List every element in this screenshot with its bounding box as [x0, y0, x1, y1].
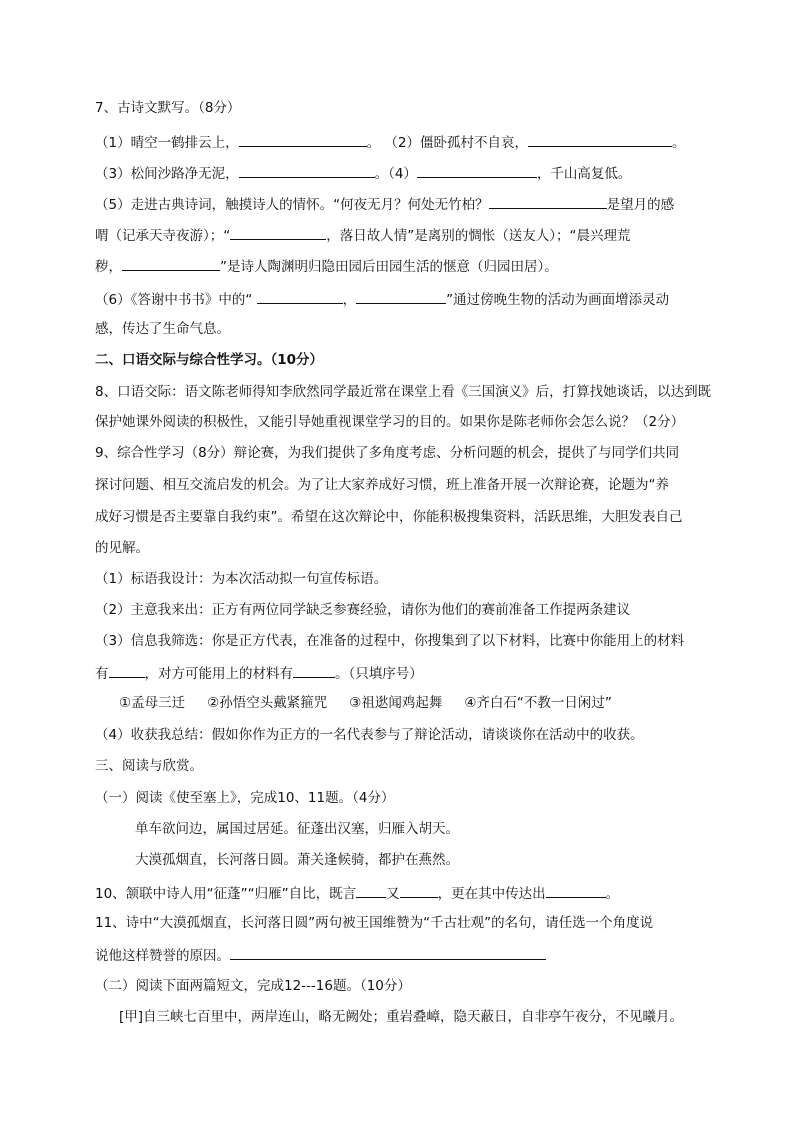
q9-sub-4: （4）收获我总结：假如你作为正方的一名代表参与了辩论活动，请谈谈你在活动中的收获。 — [95, 727, 644, 743]
answer-blank[interactable] — [109, 663, 145, 678]
passage-2-jia: [甲]自三峡七百里中，两岸连山，略无阙处；重岩叠嶂，隐天蔽日，自非亭午夜分，不见曦月。 — [119, 1009, 684, 1025]
passage-1-title: （一）阅读《使至塞上》，完成10、11题。（4分） — [95, 790, 395, 806]
answer-blank[interactable] — [417, 163, 537, 178]
q9-sub-2: （2）主意我来出：正方有两位同学缺乏参赛经验，请你为他们的赛前准备工作提两条建议 — [95, 602, 631, 618]
answer-blank[interactable] — [356, 883, 386, 898]
q7-line-1: （1）晴空一鹤排云上， 。 （2）僵卧孤村不自哀， 。 — [95, 132, 685, 152]
section-2-title: 二、口语交际与综合性学习。（10分） — [95, 352, 324, 368]
option-item: ④齐白石“不教一日闲过” — [464, 695, 612, 711]
answer-blank[interactable] — [400, 883, 438, 898]
q10-line: 10、颔联中诗人用“征蓬”“归雁”自比，既言 又 ，更在其中传达出 。 — [95, 883, 619, 903]
option-item: ①孟母三迁 — [119, 695, 186, 711]
answer-blank[interactable] — [356, 289, 446, 304]
answer-blank[interactable] — [528, 132, 672, 147]
q11-line-2: 说他这样赞誉的原因。 — [95, 945, 546, 965]
q8-line-1: 8、口语交际：语文陈老师得知李欣然同学最近常在课堂上看《三国演义》后，打算找她谈话，以达到既 — [95, 384, 712, 400]
q9-line-1: 9、综合性学习（8分）辩论赛，为我们提供了多角度考虑、分析问题的机会，提供了与同学们共同 — [95, 445, 680, 461]
q7-line-3: （5）走进古典诗词，触摸诗人的情怀。“何夜无月？何处无竹柏？ 是望月的感 — [95, 194, 674, 214]
answer-blank[interactable] — [239, 132, 367, 147]
passage-2-title: （二）阅读下面两篇短文，完成12---16题。（10分） — [95, 978, 411, 994]
q9-line-2: 探讨问题、相互交流启发的机会。为了让大家养成好习惯，班上准备开展一次辩论赛，论题为“养 — [95, 477, 669, 493]
q11-line-1: 11、诗中“大漠孤烟直，长河落日圆”两句被王国维赞为“千古壮观”的名句，请任选一个角度说 — [95, 915, 654, 931]
option-item: ③祖逖闻鸡起舞 — [349, 695, 443, 711]
q9-line-4: 的见解。 — [95, 540, 149, 556]
option-item: ②孙悟空头戴紧箍咒 — [207, 695, 328, 711]
q7-line-6: （6）《答谢中书书》中的“ ， ”通过傍晚生物的活动为画面增添灵动 — [95, 289, 669, 309]
q7-line-4: 喟（记承天寺夜游）；“ ，落日故人情”是离别的惆怅（送友人）；“晨兴理荒 — [95, 225, 631, 245]
q9-sub-1: （1）标语我设计：为本次活动拟一句宣传标语。 — [95, 571, 388, 587]
poem-line-2: 大漠孤烟直，长河落日圆。萧关逢候骑，都护在燕然。 — [135, 852, 459, 868]
answer-blank[interactable] — [239, 163, 375, 178]
poem-line-1: 单车欲问边，属国过居延。征蓬出汉塞，归雁入胡天。 — [135, 821, 459, 837]
section-3-title: 三、阅读与欣赏。 — [95, 758, 203, 774]
answer-blank[interactable] — [230, 225, 326, 240]
answer-blank[interactable] — [546, 883, 606, 898]
answer-blank[interactable] — [257, 289, 343, 304]
answer-blank[interactable] — [230, 945, 546, 960]
q9-options — [119, 694, 634, 712]
q7-title: 7、古诗文默写。（8分） — [95, 100, 241, 116]
q9-sub-3: （3）信息我筛选：你是正方代表，在准备的过程中，你搜集到了以下材料，比赛中你能用上的材料 — [95, 633, 685, 649]
q9-sub-3-answer: 有 ，对方可能用上的材料有 。（只填序号） — [95, 663, 423, 683]
answer-blank[interactable] — [293, 663, 335, 678]
answer-blank[interactable] — [489, 194, 607, 209]
q8-line-2: 保护她课外阅读的积极性，又能引导她重视课堂学习的目的。如果你是陈老师你会怎么说？（2分） — [95, 414, 685, 430]
q7-line-2: （3）松间沙路净无泥， 。（4） ，千山高复低。 — [95, 163, 631, 183]
q7-line-5: 秽， ”是诗人陶渊明归隐田园后田园生活的惬意（归园田居）。 — [95, 256, 558, 276]
answer-blank[interactable] — [122, 256, 220, 271]
q9-line-3: 成好习惯是否主要靠自我约束”。希望在这次辩论中，你能积极搜集资料，活跃思维，大胆发表自己 — [95, 509, 683, 525]
q7-line-7: 感，传达了生命气息。 — [95, 321, 230, 337]
